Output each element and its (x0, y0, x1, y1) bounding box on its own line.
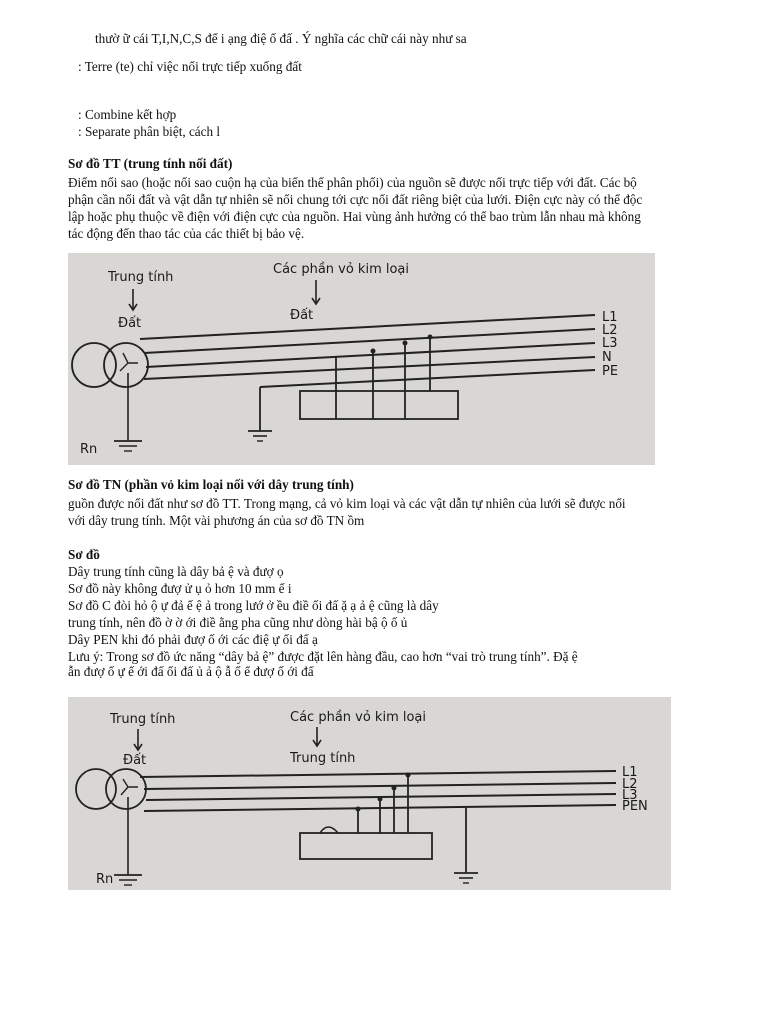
tn-paragraph-line: với dây trung tính. Một vài phương án của sơ đồ TN ồm (68, 513, 365, 528)
line-l1 (140, 315, 595, 339)
line-l2 (144, 329, 595, 353)
metal-earth-label: Đất (290, 308, 314, 323)
neutral-earth-label: Đất (118, 316, 142, 331)
tt-diagram-svg (68, 253, 655, 465)
intro-line-2: : Terre (te) chỉ việc nối trực tiếp xuống đất (78, 59, 302, 74)
tnc-line: Sơ đồ này không đượ ử ụ ỏ hơn 10 mm ế i (68, 581, 292, 596)
l2-label: L2 (622, 777, 638, 792)
l3-label: L3 (622, 788, 638, 803)
metal-parts-label: Các phần vỏ kim loại (290, 710, 427, 725)
neutral-label: Trung tính (108, 270, 174, 285)
intro-line-1: thườ ữ cái T,I,N,C,S để i ạng điệ ố đấ . Ý nghĩa các chữ cái này như sa (95, 31, 467, 46)
transformer-primary (76, 769, 116, 809)
intro-line-4: : Separate phân biệt, cách l (78, 124, 221, 139)
tnc-line: Sơ đồ C đòi hỏ ộ ự đả ế ệ ả trong lướ ở ều điề ối đấ ặ ạ ả ệ cũng là dây (68, 598, 439, 613)
tn-paragraph-line: guồn được nối đất như sơ đồ TT. Trong mạng, cả vỏ kim loại và các vật dẫn tự nhiên của lưới sẽ được nối (68, 496, 626, 511)
tnc-diagram-figure (68, 697, 671, 890)
intro-line-3: : Combine kết hợp (78, 107, 177, 122)
tnc-line: Lưu ý: Trong sơ đồ ức năng “dây bả ệ” được đặt lên hàng đầu, cao hơn “vai trò trung tính”. Đặ ệ (68, 649, 578, 664)
l3-label: L3 (602, 336, 618, 351)
line-l1 (140, 771, 616, 777)
line-l3 (146, 343, 595, 367)
neutral-earth-label: Đất (123, 753, 147, 768)
line-l2 (144, 783, 616, 789)
l2-label: L2 (602, 323, 618, 338)
line-pe (260, 370, 595, 387)
metal-parts-label: Các phần vỏ kim loại (273, 262, 410, 277)
tt-paragraph-line: tác động đến thao tác của các thiết bị bảo vệ. (68, 226, 305, 241)
heading-tnc: Sơ đồ (68, 547, 100, 562)
heading-tt: Sơ đồ TT (trung tính nối đất) (68, 156, 233, 171)
load-box (300, 833, 432, 859)
tnc-line: Dây PEN khi đó phải đượ ố ới các điệ ự ối đấ ạ (68, 632, 318, 647)
pen-label: PEN (622, 799, 648, 814)
tt-paragraph-line: lập hoặc phụ thuộc về điện với điện cực của nguồn. Hai vùng ảnh hưởng có thể bao trùm lẫn nhau mà không (68, 209, 641, 224)
tnc-line: trung tính, nên đồ ờ ờ ới điề ằng pha cũng như dòng hài bậ ộ ố ủ (68, 615, 408, 630)
metal-neutral-label: Trung tính (290, 751, 356, 766)
pe-label: PE (602, 364, 619, 379)
heading-tn: Sơ đồ TN (phần vỏ kim loại nối với dây trung tính) (68, 477, 354, 492)
tnc-line: ẫn đượ ố ự ế ới đấ ối đấ ủ ả ộ ẫ ố ể đượ ố ới đấ (68, 664, 314, 679)
tt-diagram-figure (68, 253, 655, 465)
rn-label: Rn (80, 442, 98, 457)
rn-label: Rn (96, 872, 114, 887)
l1-label: L1 (622, 765, 638, 780)
l1-label: L1 (602, 310, 618, 325)
tnc-line: Dây trung tính cũng là dây bả ệ và đượ ọ (68, 564, 284, 579)
load-box (300, 391, 458, 419)
tt-paragraph-line: phận cần nối đất và vật dẫn tự nhiên sẽ nối chung tới cực nối đất riêng biệt của lưới. Điện cực này có thể độc (68, 192, 643, 207)
line-n (144, 357, 595, 379)
tt-paragraph-line: Điểm nối sao (hoặc nối sao cuộn hạ của biến thế phân phối) của nguồn sẽ được nối trực tiếp với đất. Các bộ (68, 175, 637, 190)
n-label: N (602, 350, 612, 365)
neutral-label: Trung tính (110, 712, 176, 727)
tnc-diagram-svg (68, 697, 671, 890)
